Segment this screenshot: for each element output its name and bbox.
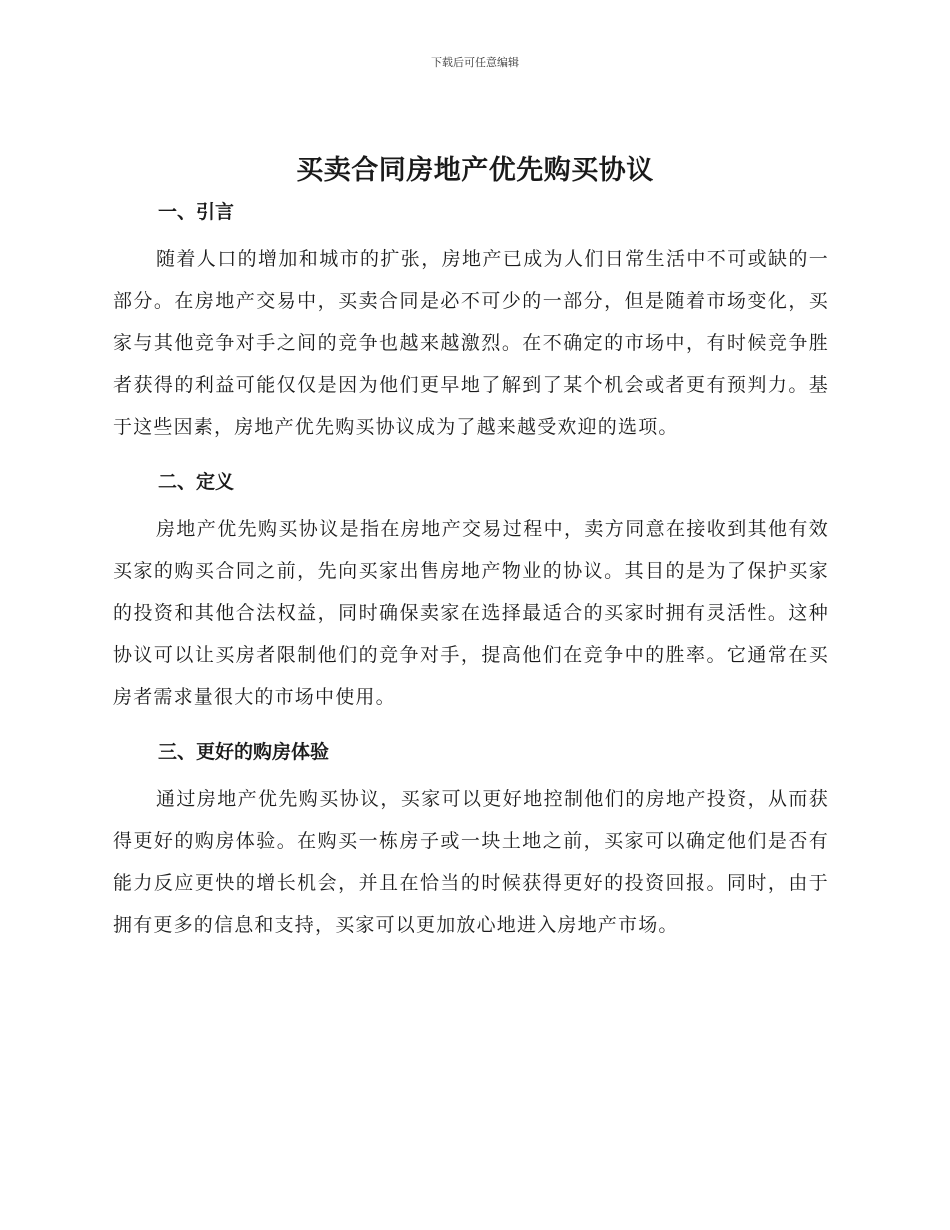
- section-paragraph: 通过房地产优先购买协议，买家可以更好地控制他们的房地产投资，从而获得更好的购房体验。在购买一栋房子或一块土地之前，买家可以确定他们是否有能力反应更快的增长机会，并且在恰当的时候获得更好的投资回报。同时，由于拥有更多的信息和支持，买家可以更加放心地进入房地产市场。: [113, 788, 829, 936]
- section-heading: 二、定义: [158, 471, 235, 493]
- section-introduction: [113, 196, 829, 448]
- header-note: 下载后可任意编辑: [431, 56, 519, 69]
- section-paragraph: 随着人口的增加和城市的扩张，房地产已成为人们日常生活中不可或缺的一部分。在房地产交易中，买卖合同是必不可少的一部分，但是随着市场变化，买家与其他竞争对手之间的竞争也越来越激烈。在不确定的市场中，有时候竞争胜者获得的利益可能仅仅是因为他们更早地了解到了某个机会或者更有预判力。基于这些因素，房地产优先购买协议成为了越来越受欢迎的选项。: [113, 248, 829, 438]
- section-heading: 三、更好的购房体验: [158, 741, 330, 763]
- section-paragraph: 房地产优先购买协议是指在房地产交易过程中，卖方同意在接收到其他有效买家的购买合同之前，先向买家出售房地产物业的协议。其目的是为了保护买家的投资和其他合法权益，同时确保卖家在选择最适合的买家时拥有灵活性。这种协议可以让买房者限制他们的竞争对手，提高他们在竞争中的胜率。它通常在买房者需求量很大的市场中使用。: [113, 518, 829, 708]
- document-title: 买卖合同房地产优先购买协议: [296, 155, 654, 186]
- document-body: [113, 196, 829, 964]
- section-heading: 一、引言: [158, 201, 235, 223]
- section-definition: [113, 466, 829, 718]
- section-better-experience: [113, 736, 829, 946]
